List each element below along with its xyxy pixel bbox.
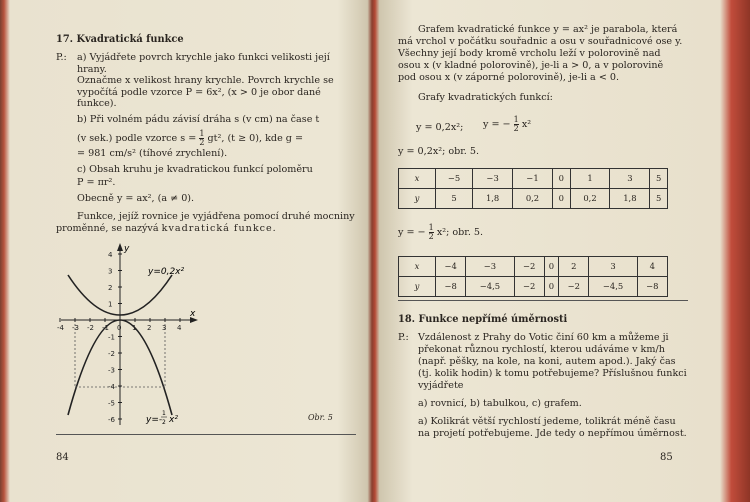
table-cell: 5 [650,189,668,209]
table-cell: −4,5 [466,277,514,297]
section-heading-18: 18. Funkce nepřímé úměrnosti [398,314,568,325]
table-cell: 0 [552,169,570,189]
figure-label: Obr. 5 [308,413,333,422]
y-tick-label: -5 [108,399,115,408]
table-cell: 1,8 [473,189,513,209]
curve-label-positive: y=0,2x² [148,267,185,277]
table-cell: 1,8 [610,189,650,209]
text-line: funkce). [77,98,117,109]
fraction: $\frac{1}{2}$ [199,129,205,147]
table-cell: x [399,257,436,277]
text-fragment: proměnné, se nazývá [56,223,162,234]
y-tick-label: 2 [108,284,113,292]
table-cell: x [399,169,436,189]
fraction: $\frac{1}{2}$ [513,115,519,133]
table-cell: 0 [552,189,570,209]
text-line: Funkce, jejíž rovnice je vyjádřena pomocí druhé mocniny [77,211,355,222]
text-line: P = πr². [77,177,116,188]
table-cell: −1 [513,169,553,189]
table-cell: 1 [570,169,610,189]
table-cell: −4 [436,257,466,277]
table-cell: −3 [466,257,514,277]
text-line: Všechny její body kromě vrcholu leží v polorovině nad [398,48,661,59]
table-cell: 4 [637,257,667,277]
text-line: Obecně y = ax², (a ≠ 0). [77,193,195,204]
text-line [77,130,303,147]
table-row [399,257,668,277]
x-axis-label: x [190,309,196,319]
text-line: Grafy kvadratických funkcí: [418,92,553,103]
section-heading-17: 17. Kvadratická funkce [56,34,184,45]
text-line: pod osou x (v záporné polorovině), je-li a < 0. [398,72,620,83]
definition-term: kvadratická funkce. [161,223,277,234]
text-line: a) Vyjádřete povrch krychle jako funkci velikosti její [77,52,330,63]
text-line: překonat různou rychlostí, kterou udáváme v km/h [418,344,665,355]
x-tick-label: -2 [87,324,94,332]
table-cell: y [399,189,436,209]
y-tick-label: -2 [108,350,115,358]
curve-label-frac-d: 2 [162,419,166,426]
value-table-1 [398,168,668,209]
x-tick-label: 2 [147,324,152,332]
table-cell: 3 [589,257,637,277]
table-cell: 0 [544,277,558,297]
text-line: b) Při volném pádu závisí dráha s (v cm) na čase t [77,114,320,125]
value-table-2 [398,256,668,297]
text-fragment: (v sek.) podle vzorce s = [77,133,197,144]
table-cell: 0,2 [513,189,553,209]
section-rule [398,300,688,301]
text-line: osou x (v kladné polorovině), je-li a > 0, a v polorovině [398,60,664,71]
y-tick-label: -3 [108,366,115,375]
table-caption: y = 0,2x²; obr. 5. [398,146,480,157]
table-cell: −4,5 [589,277,637,297]
fraction: $\frac{1}{2}$ [428,223,434,241]
x-tick-label: 1 [132,324,137,332]
table-cell: −2 [514,277,544,297]
parabola-graph [56,240,336,430]
text-fragment: x² [521,119,532,130]
x-tick-label: -4 [57,324,64,332]
text-fragment: y = − [483,119,511,130]
right-page [388,0,706,502]
x-tick-label: -1 [102,324,109,332]
curve-label-negative: y=- [146,415,163,425]
curve-label-frac-n: 1 [162,410,166,417]
text-fragment: x²; obr. 5. [436,227,484,238]
y-tick-label: -6 [108,416,115,424]
text-line: má vrchol v počátku souřadnic a osu v souřadnicové ose y. [398,36,683,47]
table-row [399,169,668,189]
x-tick-label: 0 [117,324,122,332]
x-tick-label: -3 [72,324,79,332]
footer-rule [56,434,356,435]
table-row [399,277,668,297]
table-cell: 0,2 [570,189,610,209]
curve-label-x2: x² [169,415,178,425]
text-line: vypočítá podle vzorce P = 6x², (x > 0 je obor dané [77,87,321,98]
text-line: Označme x velikost hrany krychle. Povrch krychle se [77,75,334,86]
y-tick-label: 1 [108,300,113,309]
table-row [399,189,668,209]
table-cell: −2 [514,257,544,277]
text-line: a) rovnicí, b) tabulkou, c) grafem. [418,398,582,409]
text-line: a) Kolikrát větší rychlostí jedeme, tolikrát méně času [418,416,676,427]
text-line: na projetí potřebujeme. Jde tedy o nepřímou úměrnost. [418,428,687,439]
table-cell: 3 [610,169,650,189]
text-fragment: y = − [398,227,426,238]
text-line: vyjádřete [418,380,464,391]
text-fragment: gt², (t ≥ 0), kde g = [207,133,304,144]
table-cell: 0 [544,257,558,277]
equation [483,116,531,133]
y-axis-label: y [124,244,130,254]
text-line: = 981 cm/s² (tíhové zrychlení). [77,148,228,159]
problem-label: P.: [56,52,67,63]
table-cell: −2 [559,277,589,297]
x-tick-label: 4 [177,324,182,332]
table-cell: y [399,277,436,297]
table-cell: −5 [436,169,473,189]
table-cell: 2 [559,257,589,277]
y-tick-label: -4 [108,383,115,391]
y-tick-label: 3 [108,267,113,276]
text-line: (tj. kolik hodin) k tomu potřebujeme? Příslušnou funkci [418,368,687,379]
text-line: Grafem kvadratické funkce y = ax² je parabola, která [418,24,678,35]
table-cell: −8 [637,277,667,297]
text-line: (např. pěšky, na kole, na koni, autem apod.). Jaký čas [418,356,676,367]
y-tick-label: 4 [108,251,113,259]
text-line: hrany. [77,64,107,75]
table-cell: 5 [436,189,473,209]
y-axis-arrow [117,243,123,251]
table-cell: 5 [650,169,668,189]
left-page [22,0,360,502]
problem-label: P.: [398,332,409,343]
equation: y = 0,2x²; [416,122,464,133]
x-tick-label: 3 [162,324,167,332]
text-line [56,223,277,235]
page-number-left: 84 [56,452,69,463]
page-number-right: 85 [660,452,673,463]
text-line: Vzdálenost z Prahy do Votic činí 60 km a můžeme ji [418,332,669,343]
y-tick-label: -1 [108,333,115,342]
text-line: c) Obsah kruhu je kvadratickou funkcí poloměru [77,164,313,175]
table-caption [398,224,483,241]
table-cell: −3 [473,169,513,189]
table-cell: −8 [436,277,466,297]
